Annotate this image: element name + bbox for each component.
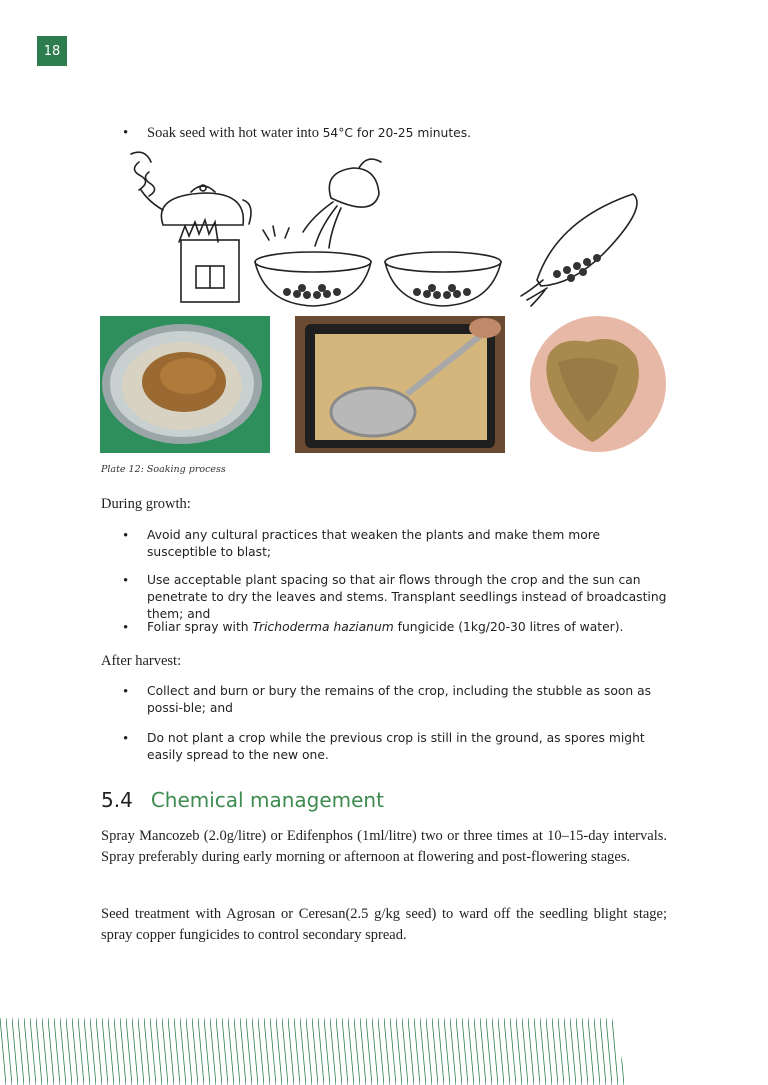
list-item: Use acceptable plant spacing so that air flows through the crop and the sun can penetrate to dry the leaves and stems. Transplant seedlings instead of broadcasting them; and <box>147 573 667 621</box>
soak-instruction <box>147 123 471 144</box>
kettle-handle <box>243 200 251 224</box>
paragraph: Spray Mancozeb (2.0g/litre) or Edifenphos (1ml/litre) two or three times at 10–15-day intervals. Spray preferably during early morning or afternoon at flowering and post-flowering stages. <box>101 828 667 865</box>
soak-text-serif: Soak seed with hot water into <box>147 125 323 141</box>
photo-soaking-bowl <box>100 316 270 453</box>
bullet-dot: • <box>123 573 129 589</box>
bowl-1 <box>255 252 371 272</box>
foliar-species: Trichoderma hazianum <box>252 620 394 634</box>
seeds <box>283 254 601 299</box>
bullet-dot: • <box>123 528 129 544</box>
section-heading <box>101 788 384 812</box>
steam-line <box>131 152 151 162</box>
photo-tray-ladle <box>295 316 505 453</box>
list-item: Do not plant a crop while the previous crop is still in the ground, as spores might easily spread to the new one. <box>147 731 645 762</box>
section-title: Chemical management <box>150 788 384 812</box>
bullet-dot: • <box>123 125 129 141</box>
steam-line <box>145 172 154 196</box>
photo-hands-seeds <box>528 316 666 453</box>
list-item: Avoid any cultural practices that weaken the plants and make them more susceptible to blast; <box>147 528 601 559</box>
section-number: 5.4 <box>101 788 133 812</box>
page-number: 18 <box>37 36 67 66</box>
during-growth-heading: During growth: <box>101 496 191 512</box>
decorative-stripes <box>0 1018 768 1085</box>
bullet-dot: • <box>123 620 129 636</box>
soaking-line-drawings <box>101 150 666 310</box>
basket <box>537 194 637 286</box>
bowl-2 <box>385 252 501 272</box>
soak-text-sans: 54°C for 20-25 minutes. <box>322 126 472 140</box>
after-harvest-heading: After harvest: <box>101 653 182 669</box>
foliar-text: Foliar spray with <box>147 620 253 634</box>
hand <box>359 159 381 168</box>
figure-caption: Plate 12: Soaking process <box>101 464 226 475</box>
steam-line <box>134 162 145 190</box>
kettle-body <box>161 193 243 225</box>
pouring-kettle <box>329 168 379 207</box>
paragraph: Seed treatment with Agrosan or Ceresan(2.5 g/kg seed) to ward off the seedling blight stage; spray copper fungicides to control secondary spread. <box>101 906 667 943</box>
list-item: Collect and burn or bury the remains of the crop, including the stubble as soon as possi-ble; and <box>147 684 652 715</box>
list-item-foliar <box>147 619 667 636</box>
foliar-text: fungicide (1kg/20-30 litres of water). <box>393 620 624 634</box>
bullet-dot: • <box>123 731 129 747</box>
bullet-dot: • <box>123 684 129 700</box>
flames <box>179 220 218 242</box>
